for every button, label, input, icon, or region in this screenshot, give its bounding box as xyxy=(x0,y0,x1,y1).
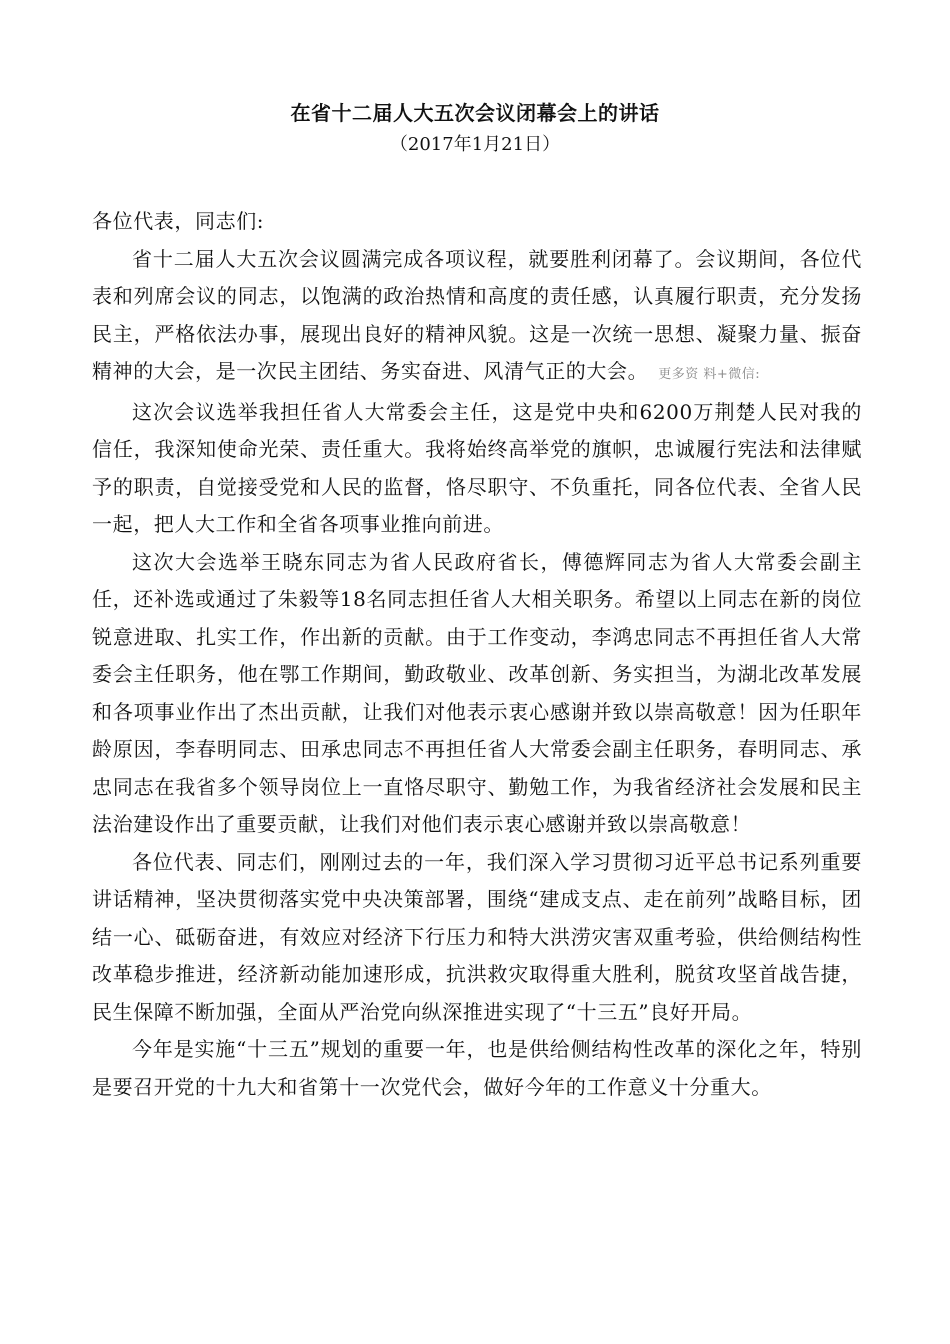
paragraph-3: 这次大会选举王晓东同志为省人民政府省长，傅德辉同志为省人大常委会副主任，还补选或通过了朱毅等18名同志担任省人大相关职务。希望以上同志在新的岗位锐意进取、扎实工作，作出新的贡献。由于工作变动，李鸿忠同志不再担任省人大常委会主任职务，他在鄂工作期间，勤政敬业、改革创新、务实担当，为湖北改革发展和各项事业作出了杰出贡献，让我们对他表示衷心感谢并致以崇高敬意！因为任职年龄原因，李春明同志、田承忠同志不再担任省人大常委会副主任职务，春明同志、承忠同志在我省多个领导岗位上一直恪尽职守、勤勉工作，为我省经济社会发展和民主法治建设作出了重要贡献，让我们对他们表示衷心感谢并致以崇高敬意！ xyxy=(92,549,862,836)
salutation: 各位代表，同志们: xyxy=(92,209,265,233)
document-date: （2017年1月21日） xyxy=(389,134,561,155)
paragraph-5: 今年是实施“十三五”规划的重要一年，也是供给侧结构性改革的深化之年，特别是要召开党的十九大和省第十一次党代会，做好今年的工作意义十分重大。 xyxy=(92,1037,862,1099)
document-title: 在省十二届人大五次会议闭幕会上的讲话 xyxy=(290,101,660,125)
paragraph-4: 各位代表、同志们，刚刚过去的一年，我们深入学习贯彻习近平总书记系列重要讲话精神，坚决贯彻落实党中央决策部署，围绕“建成支点、走在前列”战略目标，团结一心、砥砺奋进，有效应对经济下行压力和特大洪涝灾害双重考验，供给侧结构性改革稳步推进，经济新动能加速形成，抗洪救灾取得重大胜利，脱贫攻坚首战告捷，民生保障不断加强，全面从严治党向纵深推进实现了“十三五”良好开局。 xyxy=(92,849,862,1024)
document-body xyxy=(92,203,862,1106)
paragraph-1 xyxy=(92,241,862,394)
paragraph-2: 这次会议选举我担任省人大常委会主任，这是党中央和6200万荆楚人民对我的信任，我深知使命光荣、责任重大。我将始终高举党的旗帜，忠诚履行宪法和法律赋予的职责，自觉接受党和人民的监督，恪尽职守、不负重托，同各位代表、全省人民一起，把人大工作和全省各项事业推向前进。 xyxy=(92,399,862,536)
watermark-text: 更多资 料+微信: xyxy=(658,367,761,382)
paragraph-1-text: 省十二届人大五次会议圆满完成各项议程，就要胜利闭幕了。会议期间，各位代表和列席会议的同志，以饱满的政治热情和高度的责任感，认真履行职责，充分发扬民主，严格依法办事，展现出良好的精神风貌。这是一次统一思想、凝聚力量、振奋精神的大会，是一次民主团结、务实奋进、风清气正的大会。 xyxy=(92,246,862,383)
